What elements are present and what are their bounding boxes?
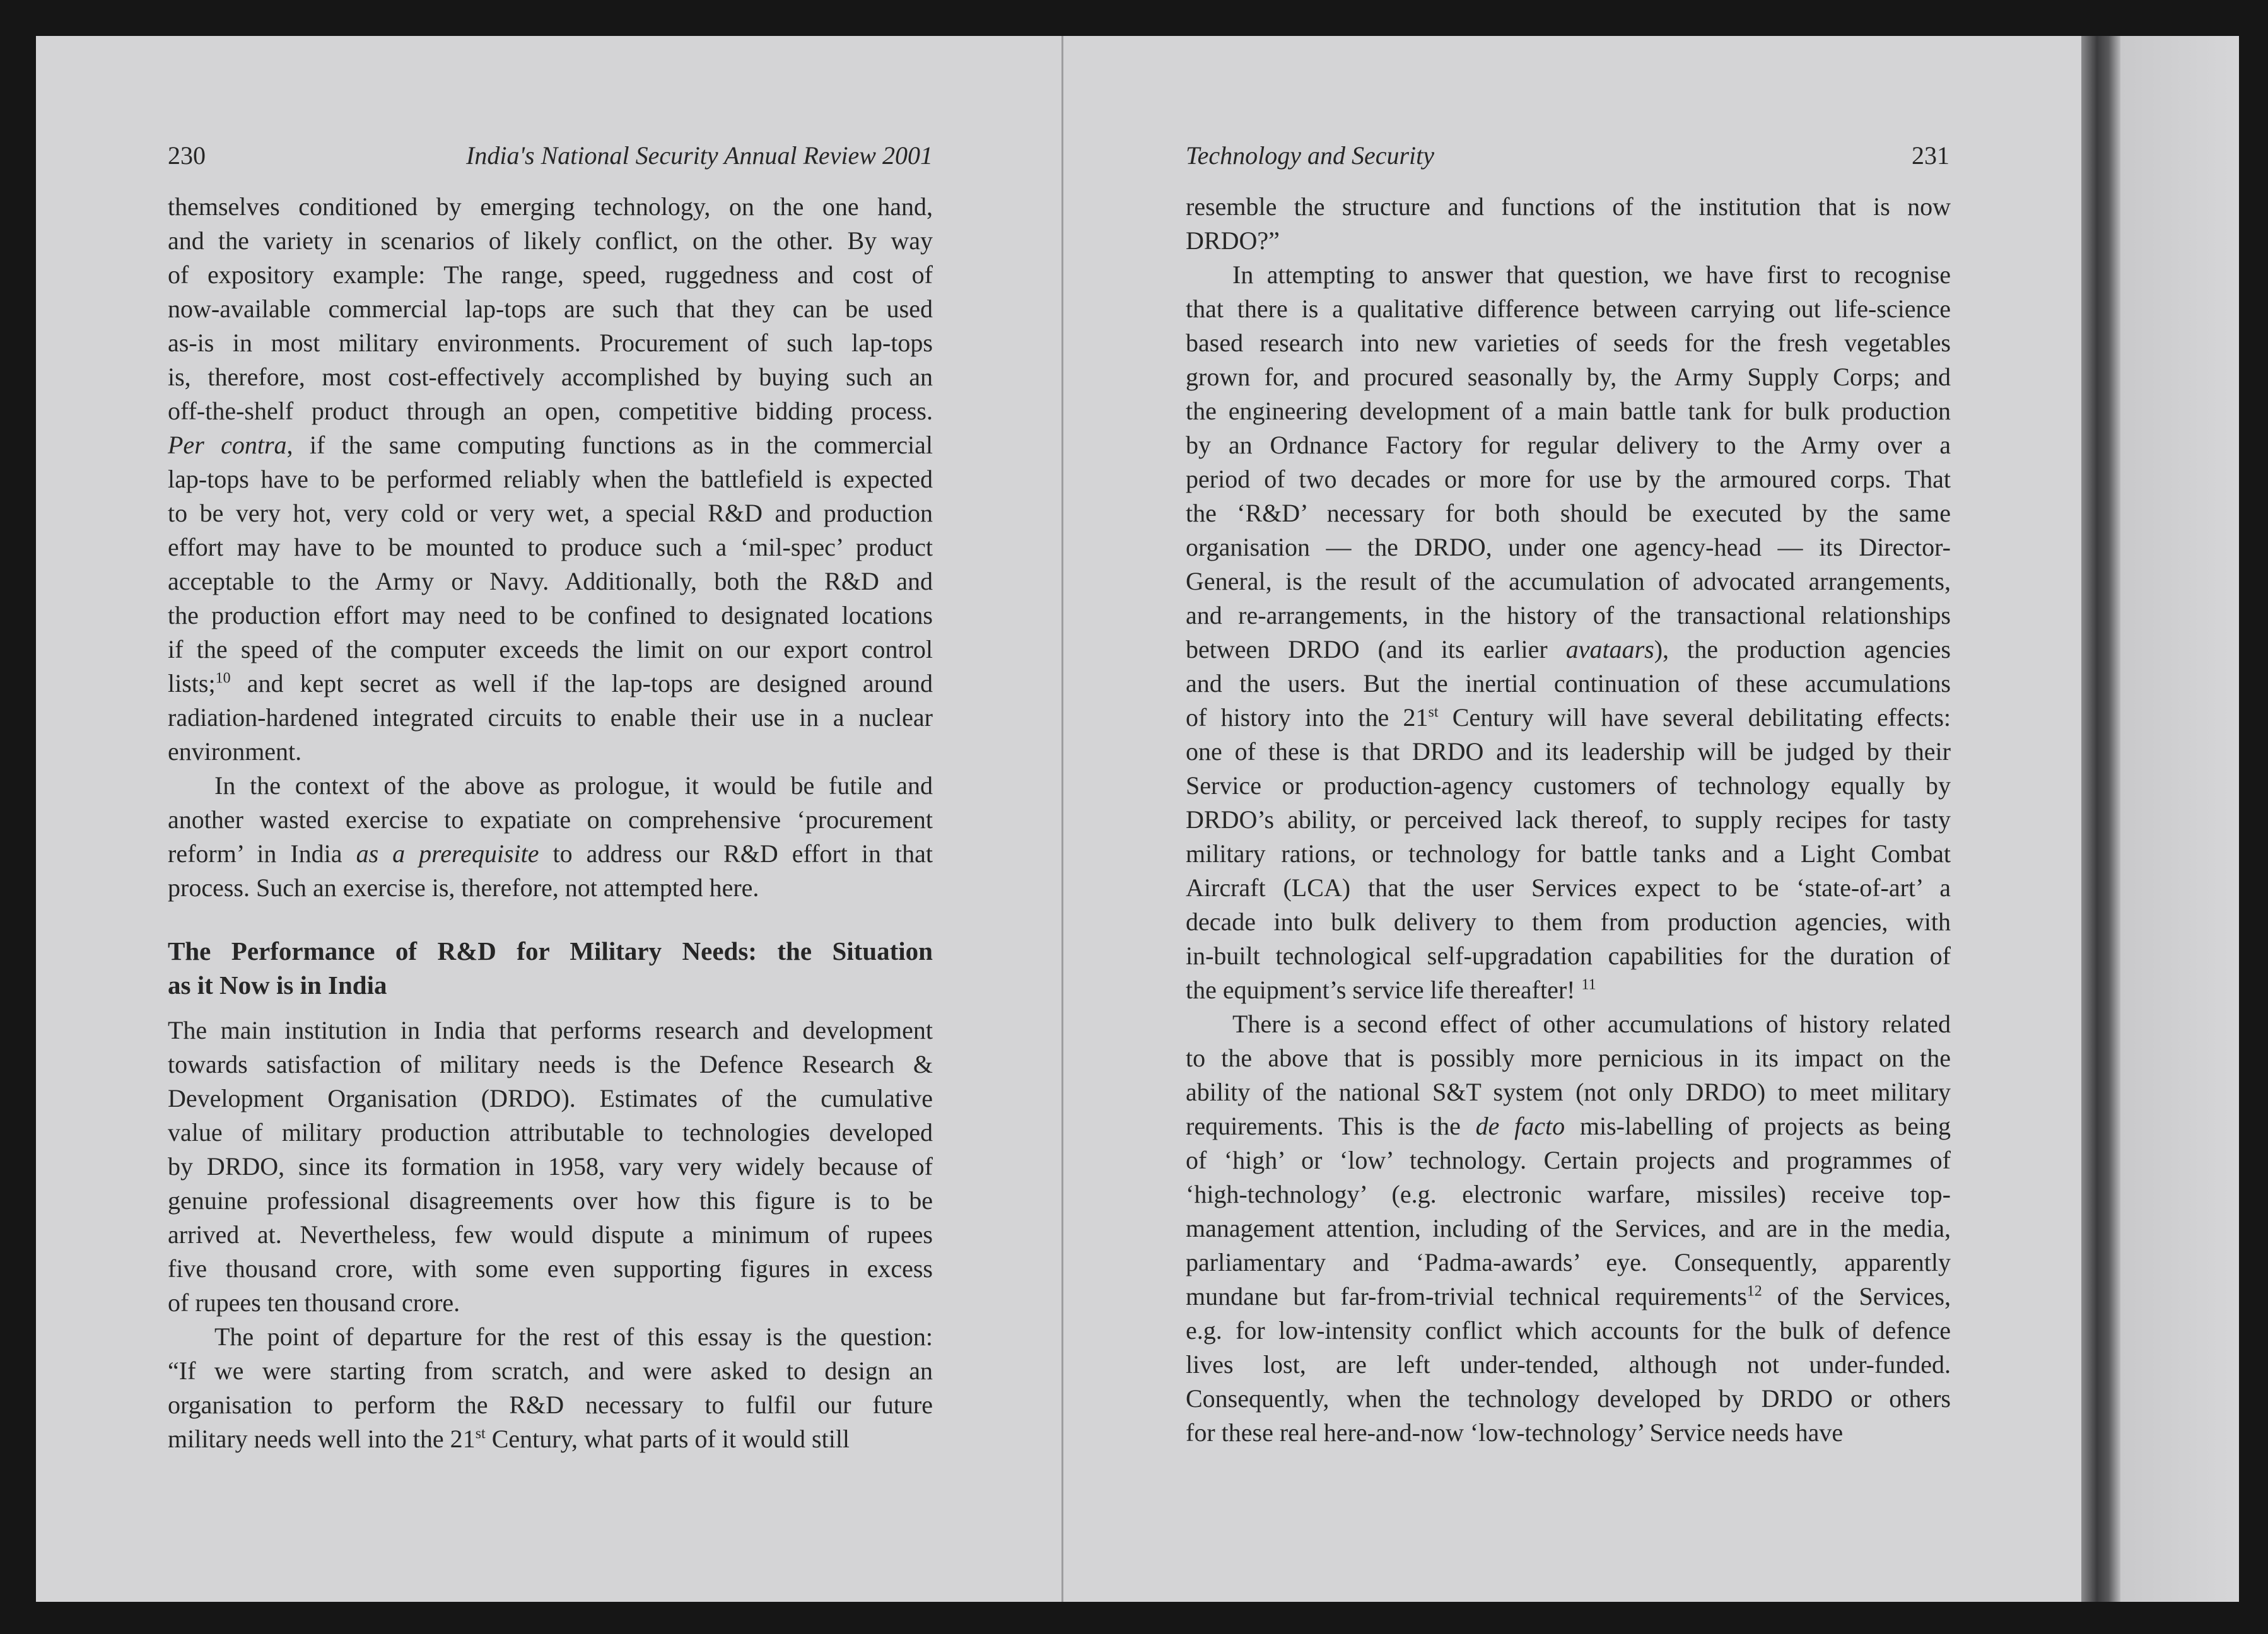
text-line — [168, 1082, 933, 1116]
text-run: environment. — [168, 737, 302, 766]
text-run: of expository example: The range, speed, ruggedness and cost of — [168, 260, 933, 289]
text-run: now-available commercial lap-tops are such that they can be used — [168, 295, 933, 323]
text-run: Century, what parts of it would still — [485, 1425, 850, 1453]
text-line — [1186, 462, 1951, 496]
text-line — [1186, 598, 1951, 633]
text-run: the equipment’s service life thereafter! — [1186, 976, 1582, 1004]
text-line — [168, 735, 933, 769]
text-line — [168, 633, 933, 667]
text-line — [168, 1286, 933, 1320]
text-line — [1186, 939, 1951, 973]
text-line — [1186, 1007, 1951, 1041]
text-run: and the users. But the inertial continuation of these accumulations — [1186, 669, 1951, 697]
text-line — [1186, 1211, 1951, 1246]
text-run: to address our R&D effort in that — [539, 839, 933, 868]
text-line — [1186, 394, 1951, 428]
paragraph — [168, 769, 933, 905]
text-run: The Performance of R&D for Military Needs: the Situation — [168, 937, 933, 966]
text-run: to the above that is possibly more pernicious in its impact on the — [1186, 1044, 1951, 1072]
text-line — [1186, 1314, 1951, 1348]
text-line — [168, 292, 933, 326]
text-run: ability of the national S&T system (not only DRDO) to meet military — [1186, 1078, 1951, 1106]
text-line — [1186, 496, 1951, 530]
text-run: requirements. This is the — [1186, 1112, 1476, 1140]
paragraph — [1186, 1007, 1951, 1450]
text-run: , if the same computing functions as in the commercial — [286, 431, 933, 459]
text-run: There is a second effect of other accumulations of history related — [1232, 1010, 1951, 1038]
text-line — [168, 496, 933, 530]
text-run: grown for, and procured seasonally by, the Army Supply Corps; and — [1186, 363, 1951, 391]
text-line — [168, 803, 933, 837]
text-line — [168, 428, 933, 462]
text-run: The point of departure for the rest of this essay is the question: — [214, 1322, 933, 1351]
text-run: period of two decades or more for use by the armoured corps. That — [1186, 465, 1951, 493]
text-run: DRDO?” — [1186, 226, 1280, 255]
text-line — [168, 1320, 933, 1354]
text-line — [168, 394, 933, 428]
text-run: for these real here-and-now ‘low-technology’ Service needs have — [1186, 1418, 1844, 1447]
text-run: effort may have to be mounted to produce such a ‘mil-spec’ product — [168, 533, 933, 561]
text-run: lap-tops have to be performed reliably when the battlefield is expected — [168, 465, 933, 493]
text-line — [168, 667, 933, 701]
text-line — [168, 837, 933, 871]
text-run: In attempting to answer that question, we have first to recognise — [1232, 260, 1951, 289]
text-run: process. Such an exercise is, therefore, not attempted here. — [168, 873, 759, 902]
italic-text: avataars — [1565, 635, 1654, 663]
text-run: arrived at. Nevertheless, few would dispute a minimum of rupees — [168, 1220, 933, 1249]
text-run: “If we were starting from scratch, and were asked to design an — [168, 1357, 933, 1385]
text-run: to be very hot, very cold or very wet, a special R&D and production — [168, 499, 933, 527]
text-run: Century will have several debilitating effects: — [1438, 703, 1951, 732]
text-run: military needs well into the 21 — [168, 1425, 476, 1453]
text-line — [1186, 735, 1951, 769]
left-running-head: India's National Security Annual Review 2001 — [466, 141, 933, 170]
text-line — [1186, 803, 1951, 837]
text-line — [1186, 428, 1951, 462]
text-line — [168, 1354, 933, 1388]
left-page-number: 230 — [168, 141, 206, 170]
text-line — [1186, 973, 1951, 1007]
text-line — [1186, 1075, 1951, 1109]
text-run: The main institution in India that performs research and development — [168, 1016, 933, 1044]
text-line — [168, 224, 933, 258]
text-line — [1186, 1280, 1951, 1314]
text-run: management attention, including of the Services, and are in the media, — [1186, 1214, 1951, 1242]
text-line — [1186, 1416, 1951, 1450]
text-line — [168, 462, 933, 496]
text-run: as-is in most military environments. Procurement of such lap-tops — [168, 329, 933, 357]
text-run: mis-labelling of projects as being — [1565, 1112, 1951, 1140]
text-run: based research into new varieties of seeds for the fresh vegetables — [1186, 329, 1951, 357]
text-run: one of these is that DRDO and its leadership will be judged by their — [1186, 737, 1951, 766]
text-line — [168, 258, 933, 292]
right-page-number: 231 — [1912, 141, 1949, 170]
text-line — [1186, 701, 1951, 735]
italic-text: de facto — [1475, 1112, 1565, 1140]
text-line — [1186, 871, 1951, 905]
paragraph — [168, 1013, 933, 1320]
paragraph — [1186, 258, 1951, 1007]
text-run: Consequently, when the technology developed by DRDO or others — [1186, 1384, 1951, 1413]
text-run: General, is the result of the accumulation of advocated arrangements, — [1186, 567, 1951, 595]
text-line — [168, 1013, 933, 1048]
text-run: Aircraft (LCA) that the user Services expect to be ‘state-of-art’ a — [1186, 873, 1951, 902]
text-run: DRDO’s ability, or perceived lack thereof, to supply recipes for tasty — [1186, 805, 1951, 834]
right-page-text — [1186, 190, 1951, 1450]
text-line — [1186, 1041, 1951, 1075]
text-run: by an Ordnance Factory for regular delivery to the Army over a — [1186, 431, 1951, 459]
text-line — [168, 190, 933, 224]
italic-text: as a prerequisite — [356, 839, 539, 868]
text-run: organisation — the DRDO, under one agency-head — its Director- — [1186, 533, 1951, 561]
paragraph — [1186, 190, 1951, 258]
text-run: reform’ in India — [168, 839, 356, 868]
text-run: radiation-hardened integrated circuits to enable their use in a nuclear — [168, 703, 933, 732]
text-run: mundane but far-from-trivial technical requirements — [1186, 1282, 1747, 1310]
text-run: and re-arrangements, in the history of the transactional relationships — [1186, 601, 1951, 629]
text-line — [1186, 769, 1951, 803]
text-line — [1186, 1143, 1951, 1177]
text-run: acceptable to the Army or Navy. Additionally, both the R&D and — [168, 567, 933, 595]
text-run: value of military production attributable to technologies developed — [168, 1118, 933, 1147]
text-line — [1186, 190, 1951, 224]
text-line — [168, 934, 933, 968]
text-run: as it Now is in India — [168, 971, 387, 1000]
text-run: between DRDO (and its earlier — [1186, 635, 1566, 663]
text-line — [168, 1150, 933, 1184]
text-line — [168, 968, 933, 1002]
text-run: lives lost, are left under-tended, although not under-funded. — [1186, 1350, 1951, 1379]
text-run: the engineering development of a main battle tank for bulk production — [1186, 397, 1951, 425]
page-gutter — [1061, 36, 1063, 1602]
text-line — [168, 1116, 933, 1150]
text-run: e.g. for low-intensity conflict which accounts for the bulk of defence — [1186, 1316, 1951, 1345]
page-edge — [2120, 36, 2239, 1602]
text-line — [1186, 530, 1951, 564]
text-line — [168, 701, 933, 735]
left-page-text — [168, 190, 933, 1456]
text-run: Development Organisation (DRDO). Estimates of the cumulative — [168, 1084, 933, 1112]
text-run: is, therefore, most cost-effectively accomplished by buying such an — [168, 363, 933, 391]
text-run: towards satisfaction of military needs is the Defence Research & — [168, 1050, 933, 1078]
text-line — [168, 530, 933, 564]
text-run: the ‘R&D’ necessary for both should be executed by the same — [1186, 499, 1951, 527]
text-line — [1186, 224, 1951, 258]
text-line — [168, 1252, 933, 1286]
text-line — [1186, 1109, 1951, 1143]
footnote-marker: 11 — [1581, 976, 1596, 993]
text-line — [1186, 1382, 1951, 1416]
text-run: and kept secret as well if the lap-tops are designed around — [230, 669, 933, 697]
footnote-marker: 12 — [1746, 1283, 1762, 1300]
text-run: Service or production-agency customers of technology equally by — [1186, 771, 1951, 800]
text-run: of rupees ten thousand crore. — [168, 1288, 460, 1317]
text-run: of the Services, — [1762, 1282, 1951, 1310]
text-run: another wasted exercise to expatiate on comprehensive ‘procurement — [168, 805, 933, 834]
text-line — [168, 360, 933, 394]
text-line — [168, 1218, 933, 1252]
right-running-head: Technology and Security — [1186, 141, 1435, 170]
text-line — [168, 769, 933, 803]
text-run: of history into the 21 — [1186, 703, 1429, 732]
text-line — [1186, 258, 1951, 292]
text-run: genuine professional disagreements over how this figure is to be — [168, 1186, 933, 1215]
text-run: military rations, or technology for battle tanks and a Light Combat — [1186, 839, 1951, 868]
text-run: resemble the structure and functions of the institution that is now — [1186, 192, 1951, 221]
text-line — [168, 564, 933, 598]
section-heading — [168, 934, 933, 1002]
text-line — [1186, 292, 1951, 326]
text-line — [1186, 360, 1951, 394]
text-line — [168, 1388, 933, 1422]
text-run: and the variety in scenarios of likely conflict, on the other. By way — [168, 226, 933, 255]
italic-text: Per contra — [168, 431, 287, 459]
text-line — [1186, 1348, 1951, 1382]
text-run: off-the-shelf product through an open, competitive bidding process. — [168, 397, 933, 425]
text-line — [1186, 326, 1951, 360]
text-run: parliamentary and ‘Padma-awards’ eye. Consequently, apparently — [1186, 1248, 1951, 1276]
text-line — [168, 1048, 933, 1082]
paragraph — [168, 1320, 933, 1456]
text-line — [168, 598, 933, 633]
text-line — [168, 1184, 933, 1218]
footnote-marker: st — [475, 1425, 486, 1442]
text-line — [1186, 633, 1951, 667]
text-run: organisation to perform the R&D necessary to fulfil our future — [168, 1391, 933, 1419]
text-line — [1186, 667, 1951, 701]
text-line — [1186, 837, 1951, 871]
text-run: ‘high-technology’ (e.g. electronic warfare, missiles) receive top- — [1186, 1180, 1951, 1208]
text-run: decade into bulk delivery to them from production agencies, with — [1186, 907, 1951, 936]
footnote-marker: 10 — [215, 670, 231, 687]
text-run: ), the production agencies — [1654, 635, 1951, 663]
text-run: lists; — [168, 669, 216, 697]
text-run: of ‘high’ or ‘low’ technology. Certain projects and programmes of — [1186, 1146, 1951, 1174]
text-line — [168, 1422, 933, 1456]
text-run: in-built technological self-upgradation capabilities for the duration of — [1186, 942, 1951, 970]
page-edge-shadow — [2081, 36, 2120, 1602]
text-run: if the speed of the computer exceeds the limit on our export control — [168, 635, 933, 663]
text-run: that there is a qualitative difference between carrying out life-science — [1186, 295, 1951, 323]
text-run: the production effort may need to be confined to designated locations — [168, 601, 933, 629]
text-line — [168, 326, 933, 360]
paragraph — [168, 190, 933, 769]
footnote-marker: st — [1428, 704, 1439, 721]
text-run: by DRDO, since its formation in 1958, vary very widely because of — [168, 1152, 933, 1181]
text-line — [1186, 1177, 1951, 1211]
text-run: In the context of the above as prologue, it would be futile and — [214, 771, 933, 800]
text-run: themselves conditioned by emerging technology, on the one hand, — [168, 192, 933, 221]
text-line — [1186, 1246, 1951, 1280]
text-run: five thousand crore, with some even supporting figures in excess — [168, 1254, 933, 1283]
text-line — [168, 871, 933, 905]
text-line — [1186, 564, 1951, 598]
text-line — [1186, 905, 1951, 939]
